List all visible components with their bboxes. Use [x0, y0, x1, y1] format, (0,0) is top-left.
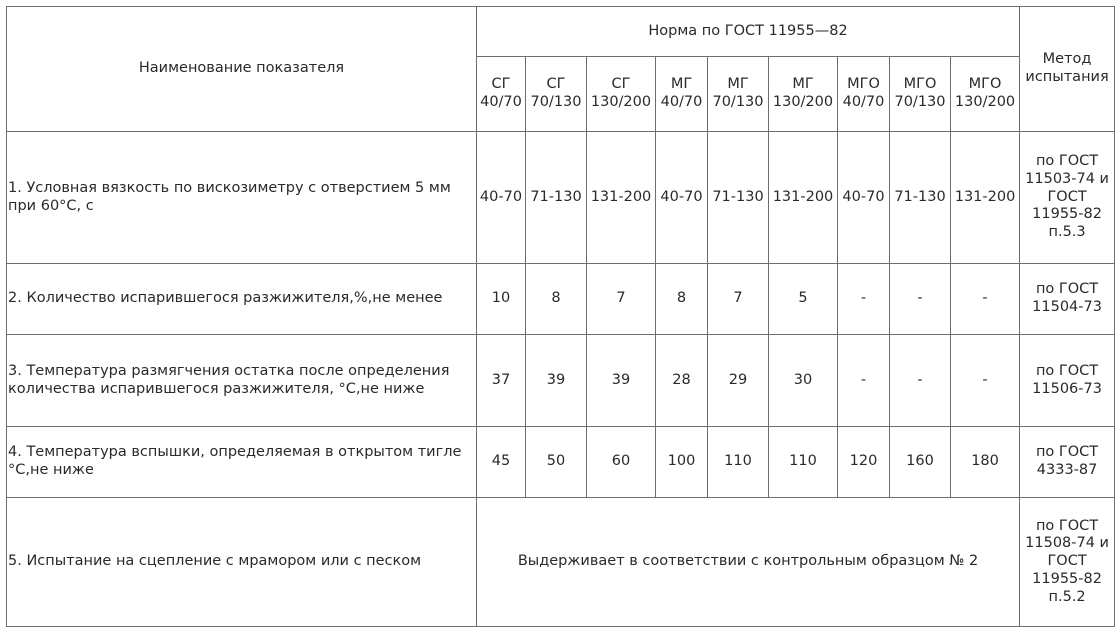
grade-range-label: 40/70 — [480, 94, 522, 110]
norm-value-cell: 8 — [526, 264, 587, 335]
grade-range-label: 40/70 — [660, 94, 703, 110]
norm-value-cell: 40-70 — [838, 132, 890, 264]
test-method-cell: по ГОСТ 11508-74 и ГОСТ 11955-82 п.5.2 — [1020, 498, 1115, 627]
grade-range-label: 40/70 — [842, 94, 885, 110]
grade-type-label: МГО — [903, 76, 937, 93]
grade-range-label: 130/200 — [772, 94, 834, 110]
grade-header-cell — [526, 57, 587, 132]
norm-value-cell: 71-130 — [526, 132, 587, 264]
indicator-name-cell: 2. Количество испарившегося разжижителя,%,не менее — [7, 264, 477, 335]
grade-type-label: СГ — [491, 76, 511, 93]
grade-header-cell — [769, 57, 838, 132]
grade-type-label: МГО — [968, 76, 1002, 93]
grade-header-cell — [951, 57, 1020, 132]
grade-header-cell — [587, 57, 656, 132]
norm-value-cell: 131-200 — [769, 132, 838, 264]
grade-range-label: 70/130 — [712, 94, 764, 110]
norm-value-cell: 45 — [477, 427, 526, 498]
table-row — [7, 132, 1115, 264]
grade-range-label: 70/130 — [894, 94, 946, 110]
table-row — [7, 427, 1115, 498]
norm-value-cell: - — [951, 264, 1020, 335]
grade-header-cell — [656, 57, 708, 132]
norm-value-cell: - — [951, 335, 1020, 427]
norm-group-header: Норма по ГОСТ 11955—82 — [477, 7, 1020, 57]
norm-value-cell: 7 — [587, 264, 656, 335]
indicator-name-cell: 4. Температура вспышки, определяемая в открытом тигле °С,не ниже — [7, 427, 477, 498]
grade-range-label: 130/200 — [954, 94, 1016, 110]
norm-value-cell: 60 — [587, 427, 656, 498]
indicator-name-cell: 1. Условная вязкость по вискозиметру с отверстием 5 мм при 60°С, с — [7, 132, 477, 264]
norm-value-cell: 29 — [708, 335, 769, 427]
grade-range-label: 70/130 — [530, 94, 582, 110]
norm-value-cell: 10 — [477, 264, 526, 335]
norm-value-cell: - — [890, 335, 951, 427]
norm-value-cell: 180 — [951, 427, 1020, 498]
grade-header-cell — [477, 57, 526, 132]
method-column-header: Метод испытания — [1020, 7, 1115, 132]
grade-header-cell — [708, 57, 769, 132]
norm-value-cell: 5 — [769, 264, 838, 335]
norm-value-cell: 8 — [656, 264, 708, 335]
norm-value-cell: 30 — [769, 335, 838, 427]
merged-norm-cell: Выдерживает в соответствии с контрольным образцом № 2 — [477, 498, 1020, 627]
name-column-header: Наименование показателя — [7, 7, 477, 132]
norm-value-cell: 71-130 — [890, 132, 951, 264]
table-row — [7, 498, 1115, 627]
test-method-cell: по ГОСТ 11504-73 — [1020, 264, 1115, 335]
grade-type-label: МГ — [727, 76, 749, 93]
test-method-cell: по ГОСТ 4333-87 — [1020, 427, 1115, 498]
table-row — [7, 335, 1115, 427]
test-method-cell: по ГОСТ 11503-74 и ГОСТ 11955-82 п.5.3 — [1020, 132, 1115, 264]
norm-value-cell: 131-200 — [951, 132, 1020, 264]
norm-value-cell: 7 — [708, 264, 769, 335]
indicator-name-cell: 3. Температура размягчения остатка после определения количества испарившегося разжижителя, °С,не ниже — [7, 335, 477, 427]
grade-type-label: МГ — [670, 76, 693, 93]
norm-value-cell: 39 — [526, 335, 587, 427]
grade-type-label: МГ — [792, 76, 814, 93]
norm-value-cell: 110 — [769, 427, 838, 498]
grade-type-label: СГ — [546, 76, 566, 93]
indicator-name-cell: 5. Испытание на сцепление с мрамором или с песком — [7, 498, 477, 627]
norm-value-cell: 100 — [656, 427, 708, 498]
grade-header-cell — [838, 57, 890, 132]
norm-value-cell: 40-70 — [477, 132, 526, 264]
norm-value-cell: 50 — [526, 427, 587, 498]
norm-value-cell: - — [838, 264, 890, 335]
table-row — [7, 264, 1115, 335]
norm-value-cell: - — [838, 335, 890, 427]
norm-value-cell: 131-200 — [587, 132, 656, 264]
grade-type-label: МГО — [847, 76, 880, 93]
norm-value-cell: 37 — [477, 335, 526, 427]
norm-value-cell: 120 — [838, 427, 890, 498]
test-method-cell: по ГОСТ 11506-73 — [1020, 335, 1115, 427]
norm-value-cell: 71-130 — [708, 132, 769, 264]
grade-type-label: СГ — [611, 76, 631, 93]
specification-table — [6, 6, 1115, 627]
norm-value-cell: 160 — [890, 427, 951, 498]
grade-range-label: 130/200 — [590, 94, 652, 110]
header-row-top — [7, 7, 1115, 57]
norm-value-cell: 39 — [587, 335, 656, 427]
norm-value-cell: - — [890, 264, 951, 335]
grade-header-cell — [890, 57, 951, 132]
norm-value-cell: 28 — [656, 335, 708, 427]
norm-value-cell: 40-70 — [656, 132, 708, 264]
norm-value-cell: 110 — [708, 427, 769, 498]
